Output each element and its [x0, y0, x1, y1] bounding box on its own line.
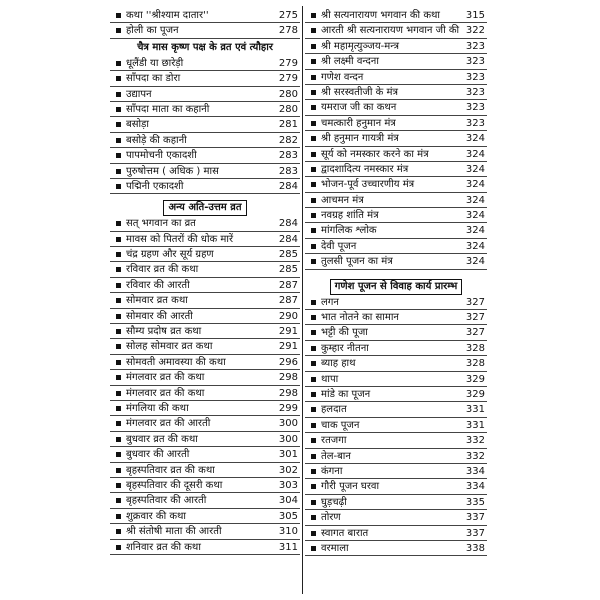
section-heading-ganesh-pujan: गणेश पूजन से विवाह कार्य प्रारम्भ — [330, 279, 463, 295]
column-divider — [302, 6, 303, 594]
left-column — [110, 8, 300, 555]
entry-title: श्री लक्ष्मी वन्दना — [321, 56, 379, 68]
entry-title: कंगना — [321, 465, 343, 477]
entry-title: आचमन मंत्र — [321, 194, 364, 206]
entry-page-number: 285 — [278, 249, 298, 261]
right-group-2 — [305, 295, 487, 557]
bullet-icon — [311, 423, 316, 428]
index-entry — [305, 70, 487, 85]
bullet-icon — [116, 76, 121, 81]
bullet-icon — [311, 228, 316, 233]
entry-page-number: 323 — [465, 117, 485, 129]
bullet-icon — [311, 500, 316, 505]
index-entry — [110, 56, 300, 71]
bullet-icon — [116, 483, 121, 488]
left-group-1 — [110, 8, 300, 39]
entry-title: सोमवार व्रत कथा — [126, 295, 188, 307]
bullet-icon — [311, 454, 316, 459]
entry-page-number: 301 — [278, 449, 298, 461]
entry-title: तेल-बान — [321, 450, 351, 462]
entry-page-number: 332 — [465, 435, 485, 447]
index-entry — [305, 495, 487, 510]
index-entry — [305, 131, 487, 146]
bullet-icon — [311, 198, 316, 203]
entry-title: वरमाला — [321, 542, 349, 554]
entry-title: देवी पूजन — [321, 240, 357, 252]
entry-title: ब्याह हाथ — [321, 358, 356, 370]
index-entry — [305, 479, 487, 494]
entry-page-number: 279 — [278, 73, 298, 85]
bullet-icon — [311, 182, 316, 187]
index-entry — [110, 8, 300, 23]
entry-page-number: 299 — [278, 402, 298, 414]
index-entry — [110, 447, 300, 462]
index-entry — [110, 71, 300, 86]
entry-page-number: 315 — [465, 10, 485, 21]
entry-title: सोलह सोमवार व्रत कथा — [126, 341, 213, 353]
entry-page-number: 323 — [465, 40, 485, 52]
entry-page-number: 282 — [278, 134, 298, 146]
entry-page-number: 296 — [278, 356, 298, 368]
left-group-2 — [110, 56, 300, 195]
entry-page-number: 327 — [465, 296, 485, 308]
entry-title: उद्यापन — [126, 88, 152, 100]
entry-title: आरती श्री सत्यनारायण भगवान जी की — [321, 25, 460, 37]
entry-title: सौम्य प्रदोष व्रत कथा — [126, 326, 202, 338]
bullet-icon — [116, 360, 121, 365]
entry-title: सॉंपदा माता का कहानी — [126, 103, 210, 115]
entry-page-number: 280 — [278, 103, 298, 115]
index-entry — [305, 147, 487, 162]
index-entry — [110, 102, 300, 117]
index-entry — [305, 325, 487, 340]
entry-title: गौरी पूजन घरवा — [321, 481, 380, 493]
entry-title: रतजगा — [321, 435, 347, 447]
entry-title: मंगलवार व्रत की कथा — [126, 387, 205, 399]
bullet-icon — [116, 329, 121, 334]
entry-page-number: 332 — [465, 450, 485, 462]
bullet-icon — [116, 267, 121, 272]
entry-title: चमत्कारी हनुमान मंत्र — [321, 117, 396, 129]
index-entry — [110, 416, 300, 431]
entry-page-number: 337 — [465, 527, 485, 539]
index-entry — [305, 208, 487, 223]
entry-page-number: 284 — [278, 180, 298, 192]
entry-page-number: 284 — [278, 233, 298, 245]
left-group-3 — [110, 216, 300, 555]
bullet-icon — [116, 138, 121, 143]
bullet-icon — [116, 421, 121, 426]
entry-title: सूर्य को नमस्कार करने का मंत्र — [321, 148, 429, 160]
bullet-icon — [311, 167, 316, 172]
bullet-icon — [116, 107, 121, 112]
entry-page-number: 327 — [465, 327, 485, 339]
entry-title: भात नोतने का सामान — [321, 312, 399, 324]
bullet-icon — [116, 437, 121, 442]
index-entry — [305, 541, 487, 556]
entry-title: होली का पूजन — [126, 25, 179, 37]
index-entry — [110, 133, 300, 148]
entry-page-number: 287 — [278, 295, 298, 307]
index-entry — [110, 117, 300, 132]
entry-title: भोजन-पूर्व उच्चारणीय मंत्र — [321, 179, 415, 191]
bullet-icon — [116, 28, 121, 33]
index-entry — [305, 39, 487, 54]
index-entry — [110, 355, 300, 370]
bullet-icon — [311, 484, 316, 489]
entry-title: गणेश वन्दन — [321, 71, 364, 83]
entry-page-number: 324 — [465, 210, 485, 222]
index-entry — [110, 524, 300, 539]
entry-page-number: 338 — [465, 542, 485, 554]
index-entry — [110, 432, 300, 447]
bullet-icon — [311, 259, 316, 264]
entry-page-number: 311 — [278, 541, 298, 553]
bullet-icon — [116, 184, 121, 189]
bullet-icon — [311, 407, 316, 412]
entry-title: सोमवार की आरती — [126, 310, 193, 322]
entry-title: यमराज जी का कथन — [321, 102, 397, 114]
entry-page-number: 283 — [278, 165, 298, 177]
bullet-icon — [116, 13, 121, 18]
entry-title: द्वादशादित्य नमस्कार मंत्र — [321, 163, 409, 175]
bullet-icon — [311, 28, 316, 33]
bullet-icon — [116, 92, 121, 97]
entry-underline — [110, 554, 300, 555]
entry-page-number: 323 — [465, 71, 485, 83]
bullet-icon — [116, 375, 121, 380]
index-entry — [305, 116, 487, 131]
entry-page-number: 310 — [278, 526, 298, 538]
index-entry — [305, 295, 487, 310]
entry-page-number: 327 — [465, 312, 485, 324]
bullet-icon — [116, 529, 121, 534]
entry-page-number: 324 — [465, 163, 485, 175]
index-entry — [305, 223, 487, 238]
bullet-icon — [311, 361, 316, 366]
entry-page-number: 284 — [278, 218, 298, 230]
entry-title: बुधवार की आरती — [126, 449, 190, 461]
entry-page-number: 300 — [278, 433, 298, 445]
entry-title: सॉंपदा का डोरा — [126, 73, 181, 85]
section-heading-ganesh-wrap — [305, 274, 487, 293]
entry-title: नवग्रह शांति मंत्र — [321, 210, 379, 222]
index-entry — [305, 341, 487, 356]
entry-page-number: 335 — [465, 496, 485, 508]
index-entry — [110, 493, 300, 508]
index-entry — [110, 23, 300, 38]
index-entry — [305, 239, 487, 254]
entry-page-number: 334 — [465, 481, 485, 493]
section-heading-chaitra: चैत्र मास कृष्ण पक्ष के व्रत एवं त्यौहार — [137, 41, 273, 53]
entry-title: बसोड़े की कहानी — [126, 134, 187, 146]
bullet-icon — [311, 546, 316, 551]
entry-title: श्री संतोषी माता की आरती — [126, 526, 222, 538]
bullet-icon — [311, 438, 316, 443]
entry-title: मावस को पितरों की धोक मारें — [126, 233, 234, 245]
bullet-icon — [311, 346, 316, 351]
bullet-icon — [311, 13, 316, 18]
index-entry — [110, 232, 300, 247]
entry-underline — [305, 269, 487, 270]
entry-page-number: 328 — [465, 358, 485, 370]
index-entry — [110, 540, 300, 555]
entry-page-number: 324 — [465, 133, 485, 145]
index-entry — [110, 386, 300, 401]
entry-title: तुलसी पूजन का मंत्र — [321, 256, 393, 268]
entry-page-number: 281 — [278, 119, 298, 131]
bullet-icon — [311, 244, 316, 249]
bullet-icon — [311, 515, 316, 520]
index-entry — [110, 309, 300, 324]
index-entry — [305, 54, 487, 69]
bullet-icon — [311, 75, 316, 80]
entry-title: श्री महामृत्युञ्जय-मन्त्र — [321, 40, 399, 52]
bullet-icon — [116, 283, 121, 288]
bullet-icon — [116, 406, 121, 411]
bullet-icon — [116, 169, 121, 174]
bullet-icon — [116, 61, 121, 66]
bullet-icon — [311, 469, 316, 474]
entry-page-number: 324 — [465, 179, 485, 191]
entry-page-number: 287 — [278, 279, 298, 291]
index-entry — [305, 372, 487, 387]
entry-title: शुक्रवार की कथा — [126, 510, 187, 522]
entry-page-number: 324 — [465, 148, 485, 160]
entry-page-number: 302 — [278, 464, 298, 476]
index-entry — [305, 433, 487, 448]
entry-title: स्वागत बारात — [321, 527, 369, 539]
section-heading-other-vrat-wrap — [110, 195, 300, 214]
entry-title: पद्मिनी एकादशी — [126, 180, 184, 192]
index-entry — [305, 526, 487, 541]
entry-page-number: 280 — [278, 88, 298, 100]
entry-title: मंगलवार व्रत की कथा — [126, 372, 205, 384]
entry-title: श्री सत्यनारायण भगवान की कथा — [321, 10, 440, 21]
index-entry — [305, 162, 487, 177]
entry-title: मंगलिया की कथा — [126, 402, 189, 414]
entry-page-number: 275 — [278, 10, 298, 21]
index-entry — [305, 449, 487, 464]
entry-page-number: 305 — [278, 510, 298, 522]
bullet-icon — [311, 59, 316, 64]
entry-underline — [305, 555, 487, 556]
entry-title: धूलैंडी या छारेड़ी — [126, 57, 184, 69]
index-entry — [305, 464, 487, 479]
entry-page-number: 285 — [278, 264, 298, 276]
bullet-icon — [311, 300, 316, 305]
index-entry — [305, 418, 487, 433]
index-entry — [110, 370, 300, 385]
entry-title: बृहस्पतिवार की दूसरी कथा — [126, 479, 223, 491]
right-group-1 — [305, 8, 487, 270]
entry-title: मांडे का पूजन — [321, 388, 371, 400]
entry-title: मंगलवार व्रत की आरती — [126, 418, 211, 430]
entry-title: श्री हनुमान गायत्री मंत्र — [321, 133, 399, 145]
entry-title: श्री सरस्वतीजी के मंत्र — [321, 86, 398, 98]
bullet-icon — [116, 153, 121, 158]
bullet-icon — [116, 237, 121, 242]
index-entry — [110, 339, 300, 354]
bullet-icon — [116, 252, 121, 257]
bullet-icon — [311, 105, 316, 110]
index-entry — [305, 254, 487, 269]
entry-title: बुधवार व्रत की कथा — [126, 433, 198, 445]
index-entry — [305, 85, 487, 100]
entry-title: पुरुषोत्तम ( अधिक ) मास — [126, 165, 219, 177]
entry-underline — [110, 193, 300, 194]
index-entry — [110, 148, 300, 163]
entry-title: शनिवार व्रत की कथा — [126, 541, 201, 553]
entry-page-number: 323 — [465, 86, 485, 98]
bullet-icon — [116, 452, 121, 457]
entry-page-number: 300 — [278, 418, 298, 430]
entry-title: चाक पूजन — [321, 419, 360, 431]
entry-page-number: 334 — [465, 465, 485, 477]
entry-title: रविवार व्रत की कथा — [126, 264, 199, 276]
index-entry — [110, 87, 300, 102]
entry-page-number: 279 — [278, 57, 298, 69]
entry-page-number: 290 — [278, 310, 298, 322]
bullet-icon — [116, 344, 121, 349]
index-entry — [110, 463, 300, 478]
bullet-icon — [311, 392, 316, 397]
index-entry — [110, 509, 300, 524]
entry-page-number: 298 — [278, 372, 298, 384]
entry-title: सोमवती अमावस्या की कथा — [126, 356, 226, 368]
entry-page-number: 324 — [465, 256, 485, 268]
entry-page-number: 304 — [278, 495, 298, 507]
entry-title: तोरण — [321, 512, 341, 524]
index-entry — [305, 387, 487, 402]
entry-page-number: 329 — [465, 373, 485, 385]
entry-title: मांगलिक श्लोक — [321, 225, 377, 237]
bullet-icon — [311, 44, 316, 49]
index-entry — [305, 23, 487, 38]
entry-page-number: 331 — [465, 419, 485, 431]
entry-page-number: 298 — [278, 387, 298, 399]
bullet-icon — [311, 213, 316, 218]
index-entry — [110, 478, 300, 493]
bullet-icon — [311, 330, 316, 335]
bullet-icon — [311, 315, 316, 320]
entry-title: रविवार की आरती — [126, 279, 190, 291]
entry-title: चंद्र ग्रहण और सूर्य ग्रहण — [126, 249, 214, 261]
entry-title: घुड़चढ़ी — [321, 496, 347, 508]
index-entry — [305, 310, 487, 325]
bullet-icon — [116, 545, 121, 550]
index-entry — [305, 510, 487, 525]
index-entry — [110, 262, 300, 277]
bullet-icon — [116, 221, 121, 226]
entry-title: बृहस्पतिवार की आरती — [126, 495, 207, 507]
entry-title: थापा — [321, 373, 339, 385]
entry-title: बृहस्पतिवार व्रत की कथा — [126, 464, 215, 476]
entry-title: बसोड़ा — [126, 119, 149, 131]
bullet-icon — [116, 468, 121, 473]
entry-title: भट्टी की पूजा — [321, 327, 368, 339]
entry-page-number: 324 — [465, 240, 485, 252]
bullet-icon — [311, 90, 316, 95]
entry-title: लगन — [321, 296, 339, 308]
bullet-icon — [116, 391, 121, 396]
bullet-icon — [311, 121, 316, 126]
index-entry — [110, 278, 300, 293]
entry-title: कथा ''श्रीश्याम दातार'' — [126, 10, 209, 21]
bullet-icon — [311, 152, 316, 157]
index-entry — [110, 324, 300, 339]
bullet-icon — [116, 298, 121, 303]
index-entry — [110, 247, 300, 262]
entry-page-number: 328 — [465, 342, 485, 354]
entry-page-number: 291 — [278, 326, 298, 338]
index-entry — [305, 356, 487, 371]
entry-page-number: 323 — [465, 102, 485, 114]
index-entry — [110, 164, 300, 179]
right-column — [305, 8, 487, 556]
index-entry — [110, 179, 300, 194]
entry-title: कुम्हार नीतना — [321, 342, 369, 354]
entry-page-number: 322 — [465, 25, 485, 37]
entry-page-number: 329 — [465, 388, 485, 400]
bullet-icon — [116, 122, 121, 127]
entry-page-number: 324 — [465, 194, 485, 206]
bullet-icon — [116, 514, 121, 519]
index-entry — [305, 177, 487, 192]
index-entry — [305, 193, 487, 208]
bullet-icon — [116, 314, 121, 319]
entry-title: सत् भगवान का व्रत — [126, 218, 196, 230]
entry-page-number: 278 — [278, 25, 298, 37]
index-entry — [305, 402, 487, 417]
entry-title: पापमोचनी एकादशी — [126, 150, 197, 162]
entry-page-number: 283 — [278, 150, 298, 162]
entry-page-number: 331 — [465, 404, 485, 416]
section-heading-other-vrat: अन्य अति-उत्तम व्रत — [163, 200, 246, 216]
index-entry — [110, 401, 300, 416]
bullet-icon — [311, 531, 316, 536]
index-entry — [305, 100, 487, 115]
entry-title: हलदात — [321, 404, 347, 416]
bullet-icon — [116, 498, 121, 503]
bullet-icon — [311, 377, 316, 382]
index-entry — [110, 293, 300, 308]
bullet-icon — [311, 136, 316, 141]
entry-page-number: 337 — [465, 512, 485, 524]
entry-page-number: 323 — [465, 56, 485, 68]
entry-page-number: 303 — [278, 479, 298, 491]
entry-page-number: 291 — [278, 341, 298, 353]
index-entry — [110, 216, 300, 231]
index-entry — [305, 8, 487, 23]
entry-page-number: 324 — [465, 225, 485, 237]
